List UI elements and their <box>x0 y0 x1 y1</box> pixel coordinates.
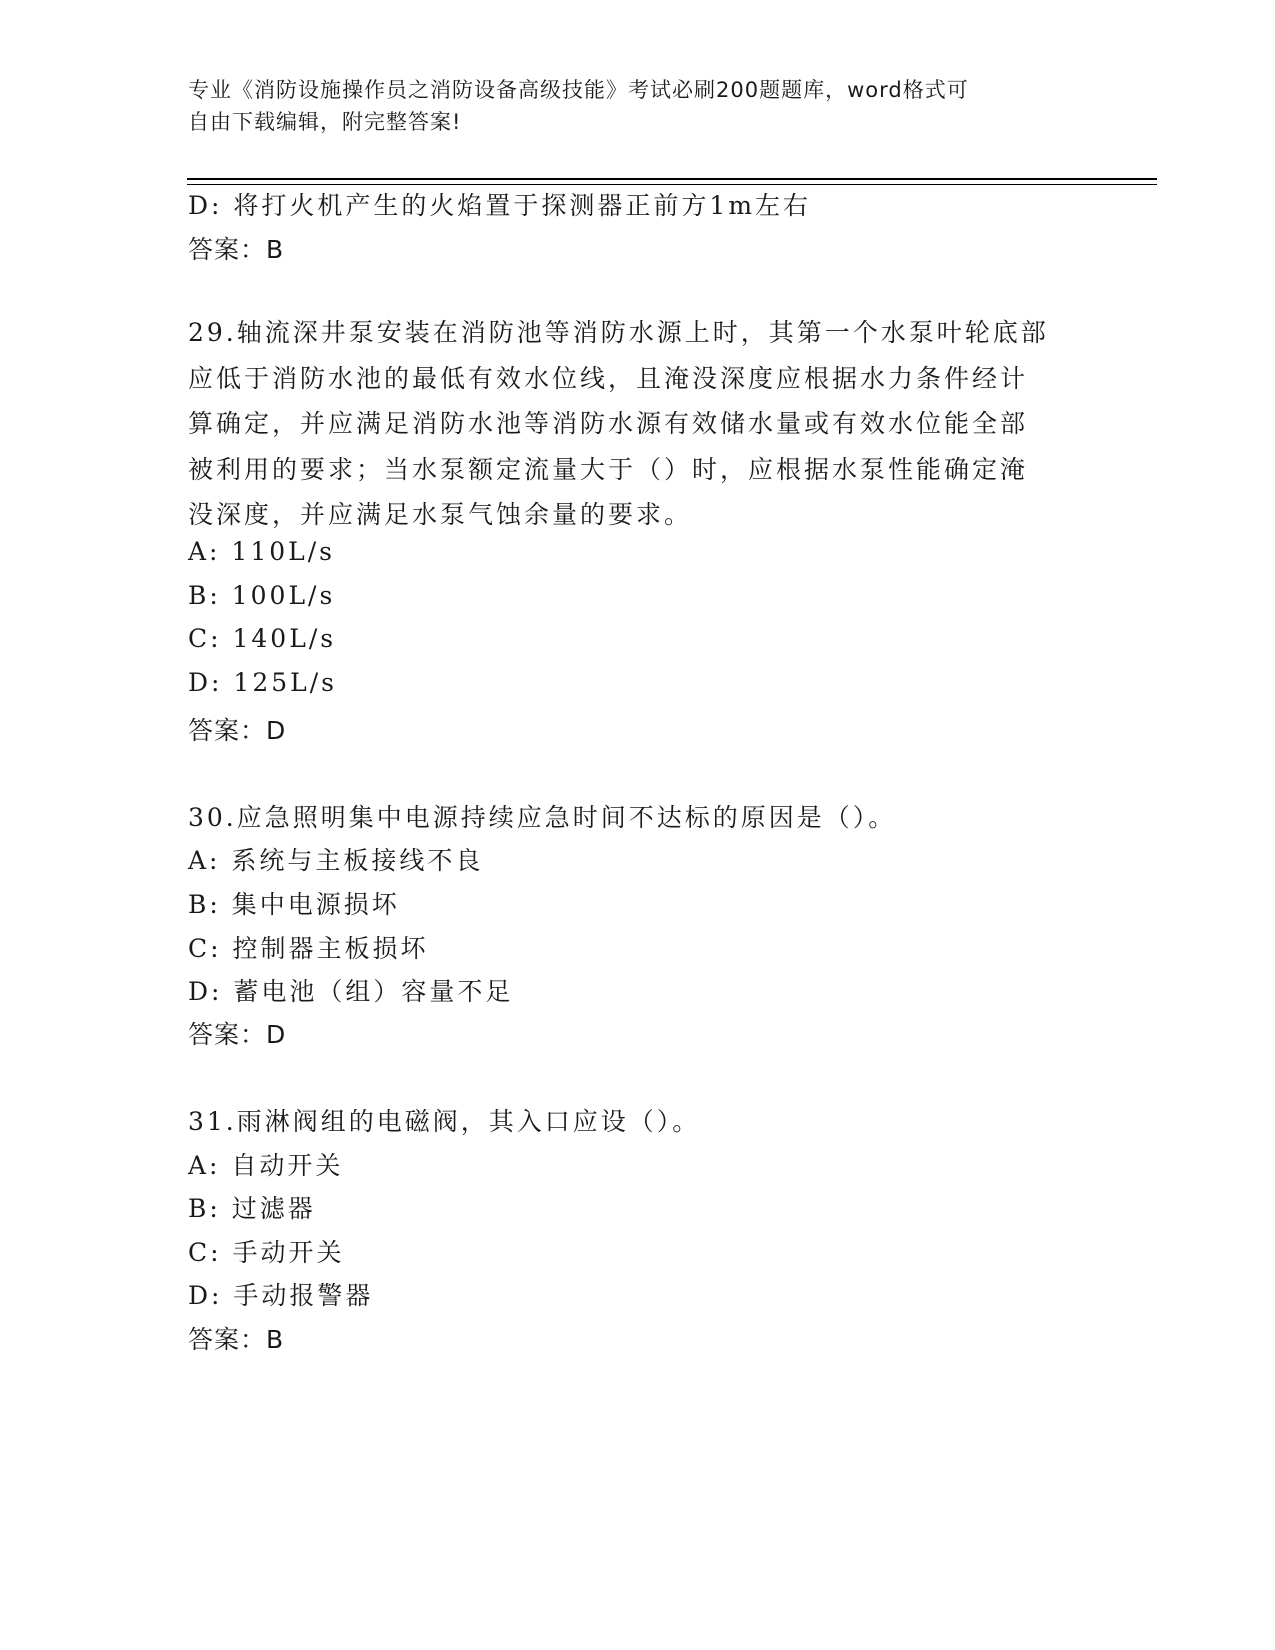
question-29-answer: 答案：D <box>188 716 287 745</box>
question-29-line-2: 应低于消防水池的最低有效水位线，且淹没深度应根据水力条件经计 <box>188 363 1029 393</box>
question-29-option-b: B: 100L/s <box>188 581 336 610</box>
question-31-option-d: D: 手动报警器 <box>188 1281 374 1310</box>
prev-answer: 答案：B <box>188 235 285 264</box>
question-29-option-a: A: 110L/s <box>188 537 335 566</box>
question-29-option-c: C: 140L/s <box>188 624 337 653</box>
question-30-answer: 答案：D <box>188 1020 287 1049</box>
prev-option-d: D: 将打火机产生的火焰置于探测器正前方1m左右 <box>188 191 812 220</box>
question-29-line-4: 被利用的要求；当水泵额定流量大于（）时，应根据水泵性能确定淹 <box>188 454 1029 484</box>
question-29-stem <box>188 310 1068 538</box>
question-29-line-5: 没深度，并应满足水泵气蚀余量的要求。 <box>188 500 693 529</box>
header-line-2: 自由下载编辑，附完整答案! <box>188 110 462 134</box>
question-31-option-a: A: 自动开关 <box>188 1151 344 1180</box>
question-30-option-a: A: 系统与主板接线不良 <box>188 846 484 875</box>
question-31-option-b: B: 过滤器 <box>188 1194 316 1223</box>
header-line-1: 专业《消防设施操作员之消防设备高级技能》考试必刷200题题库，word格式可 <box>188 78 969 102</box>
document-header <box>188 74 1088 138</box>
question-30-option-b: B: 集中电源损坏 <box>188 890 400 919</box>
question-29-line-3: 算确定，并应满足消防水池等消防水源有效储水量或有效水位能全部 <box>188 409 1029 438</box>
question-30-option-d: D: 蓄电池（组）容量不足 <box>188 977 514 1006</box>
question-31-option-c: C: 手动开关 <box>188 1238 345 1267</box>
question-29-line-1: 29.轴流深井泵安装在消防池等消防水源上时，其第一个水泵叶轮底部 <box>188 318 1049 347</box>
question-30-option-c: C: 控制器主板损坏 <box>188 934 429 963</box>
question-29-option-d: D: 125L/s <box>188 668 337 697</box>
question-31-stem: 31.雨淋阀组的电磁阀，其入口应设（）。 <box>188 1107 701 1136</box>
header-divider-thin <box>187 184 1157 185</box>
question-31-answer: 答案：B <box>188 1325 285 1354</box>
header-divider-thick <box>187 178 1157 180</box>
question-30-stem: 30.应急照明集中电源持续应急时间不达标的原因是（）。 <box>188 803 897 832</box>
